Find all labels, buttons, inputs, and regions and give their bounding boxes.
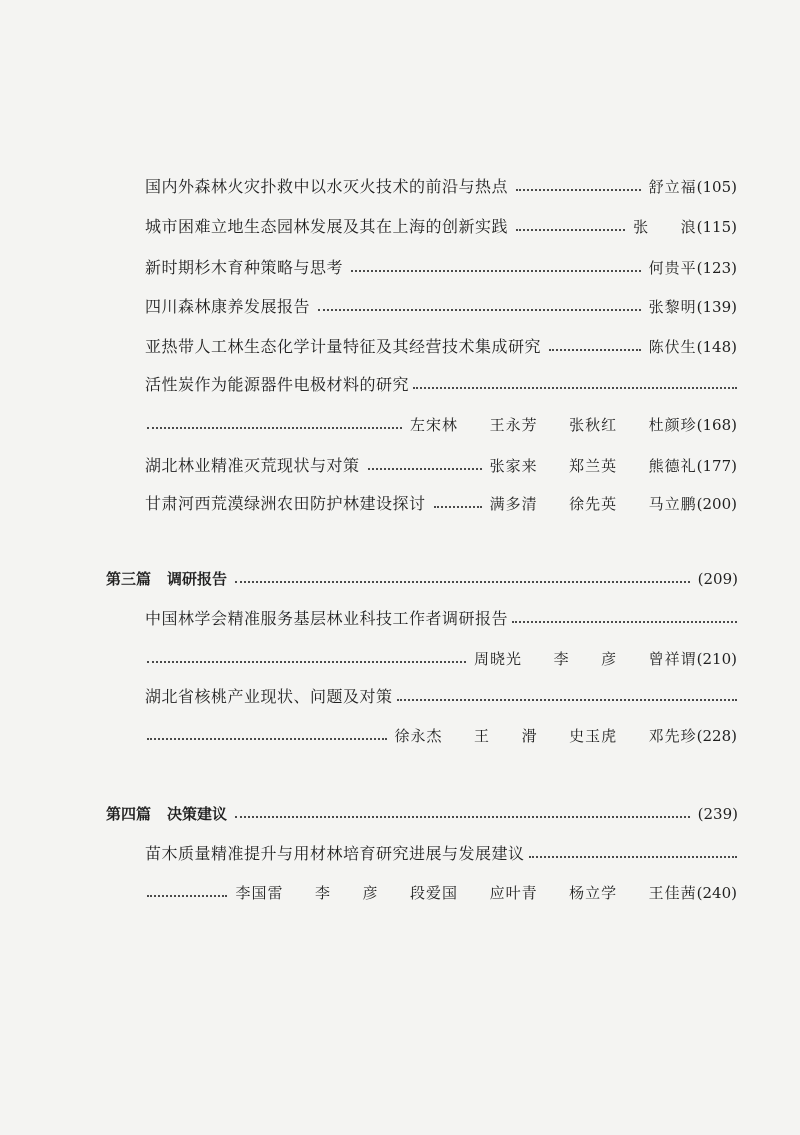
entry-title: 国内外森林火灾扑救中以水灭火技术的前沿与热点 [145, 177, 509, 196]
toc-entry[interactable] [145, 493, 737, 515]
dot-leader [549, 349, 641, 351]
dot-leader [147, 738, 387, 740]
entry-page-number: (210) [696, 650, 737, 668]
toc-entry-author-line[interactable] [145, 882, 737, 904]
entry-page-number: (200) [696, 495, 737, 513]
entry-authors: 何贵平 [648, 259, 697, 277]
entry-authors: 李国雷 李 彦 段爱国 应叶青 杨立学 王佳茜 [235, 884, 697, 902]
dot-leader [516, 229, 625, 231]
entry-title: 苗木质量精准提升与用材林培育研究进展与发展建议 [145, 844, 525, 863]
section-label: 第四篇 [106, 805, 152, 823]
dot-leader [147, 895, 227, 897]
section-label: 第三篇 [106, 570, 152, 588]
entry-page-number: (168) [696, 416, 737, 434]
toc-entry[interactable] [145, 216, 737, 238]
toc-entry-author-line[interactable] [145, 648, 737, 670]
toc-entry-title-line[interactable] [145, 374, 737, 396]
section-heading[interactable] [106, 568, 738, 590]
entry-title: 湖北林业精准灭荒现状与对策 [145, 456, 360, 475]
entry-authors: 周晓光 李 彦 曾祥谓 [474, 650, 697, 668]
entry-title: 中国林学会精准服务基层林业科技工作者调研报告 [145, 609, 509, 628]
dot-leader [512, 621, 737, 623]
dot-leader [235, 581, 690, 583]
entry-authors: 张黎明 [648, 298, 697, 316]
entry-page-number: (240) [696, 884, 737, 902]
toc-entry[interactable] [145, 336, 737, 358]
entry-page-number: (148) [696, 338, 737, 356]
section-page-number: (209) [697, 570, 738, 588]
entry-title: 四川森林康养发展报告 [145, 297, 311, 316]
toc-entry-title-line[interactable] [145, 686, 737, 708]
entry-page-number: (115) [696, 218, 737, 236]
entry-authors: 左宋林 王永芳 张秋红 杜颜珍 [410, 416, 697, 434]
section-name: 调研报告 [167, 570, 228, 588]
entry-title: 城市困难立地生态园林发展及其在上海的创新实践 [145, 217, 509, 236]
entry-page-number: (139) [696, 298, 737, 316]
dot-leader [529, 856, 737, 858]
dot-leader [516, 189, 641, 191]
entry-page-number: (177) [696, 457, 737, 475]
dot-leader [147, 661, 466, 663]
toc-entry[interactable] [145, 455, 737, 477]
dot-leader [147, 427, 402, 429]
entry-title: 湖北省核桃产业现状、问题及对策 [145, 687, 393, 706]
entry-authors: 陈伏生 [648, 338, 697, 356]
entry-authors: 徐永杰 王 滑 史玉虎 邓先珍 [394, 727, 697, 745]
toc-entry-author-line[interactable] [145, 414, 737, 436]
entry-title: 亚热带人工林生态化学计量特征及其经营技术集成研究 [145, 337, 542, 356]
dot-leader [413, 387, 737, 389]
dot-leader [397, 699, 737, 701]
section-page-number: (239) [697, 805, 738, 823]
entry-page-number: (105) [696, 178, 737, 196]
entry-title: 新时期杉木育种策略与思考 [145, 258, 344, 277]
entry-page-number: (123) [696, 259, 737, 277]
entry-title: 活性炭作为能源器件电极材料的研究 [145, 375, 410, 394]
dot-leader [351, 270, 641, 272]
entry-authors: 张 浪 [633, 218, 697, 236]
toc-entry-author-line[interactable] [145, 725, 737, 747]
dot-leader [434, 506, 482, 508]
toc-entry[interactable] [145, 296, 737, 318]
dot-leader [235, 816, 690, 818]
entry-title: 甘肃河西荒漠绿洲农田防护林建设探讨 [145, 494, 426, 513]
section-heading[interactable] [106, 803, 738, 825]
toc-entry-title-line[interactable] [145, 608, 737, 630]
toc-entry[interactable] [145, 257, 737, 279]
entry-page-number: (228) [696, 727, 737, 745]
toc-entry-title-line[interactable] [145, 843, 737, 865]
entry-authors: 张家来 郑兰英 熊德礼 [489, 457, 697, 475]
toc-entry[interactable] [145, 176, 737, 198]
dot-leader [318, 309, 641, 311]
section-name: 决策建议 [167, 805, 228, 823]
dot-leader [368, 468, 482, 470]
entry-authors: 舒立福 [648, 178, 697, 196]
entry-authors: 满多清 徐先英 马立鹏 [489, 495, 697, 513]
